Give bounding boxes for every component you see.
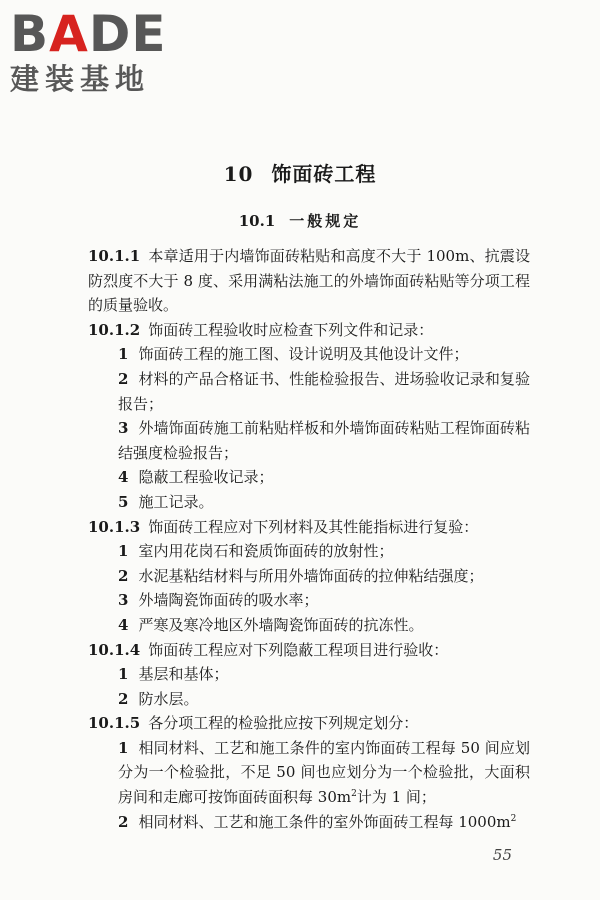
item-text: 施工记录。 xyxy=(138,492,214,511)
document-body xyxy=(88,244,530,834)
item-text-end: 计为 1 间； xyxy=(356,788,436,807)
clause-number: 10.1.3 xyxy=(88,517,141,536)
logo-wordmark xyxy=(10,5,185,63)
clause-10-1-3 xyxy=(88,515,530,540)
clause-text: 本章适用于内墙饰面砖粘贴和高度不大于 100m、抗震设防烈度不大于 8 度、采用满粘法施工的外墙饰面砖粘贴等分项工程的质量验收。 xyxy=(88,247,530,315)
item-number: 1 xyxy=(118,542,129,561)
clause-10-1-2 xyxy=(88,318,530,343)
list-item xyxy=(88,465,530,490)
item-number: 1 xyxy=(118,665,129,684)
item-text: 外墙陶瓷饰面砖的吸水率； xyxy=(138,591,319,610)
list-item xyxy=(88,490,530,515)
logo-letter-a: A xyxy=(49,5,89,63)
clause-10-1-4 xyxy=(88,638,530,663)
clause-number: 10.1.4 xyxy=(88,640,141,659)
clause-text: 饰面砖工程应对下列隐蔽工程项目进行验收： xyxy=(148,640,449,659)
item-number: 1 xyxy=(118,738,129,757)
item-text: 材料的产品合格证书、性能检验报告、进场验收记录和复验报告； xyxy=(118,369,530,413)
clause-text: 各分项工程的检验批应按下列规定划分： xyxy=(148,714,419,733)
item-number: 5 xyxy=(118,492,129,511)
list-item xyxy=(88,662,530,687)
chapter-title xyxy=(0,158,600,187)
section-title xyxy=(0,210,600,231)
item-number: 1 xyxy=(118,345,129,364)
section-number: 10.1 xyxy=(238,212,276,230)
logo-subtitle: 建装基地 xyxy=(10,62,151,96)
clause-number: 10.1.1 xyxy=(88,247,141,265)
item-number: 2 xyxy=(118,369,129,388)
list-item xyxy=(88,687,530,712)
item-text: 防水层。 xyxy=(138,689,199,708)
clause-10-1-1 xyxy=(88,244,530,318)
superscript: 2 xyxy=(351,789,357,800)
item-text: 水泥基粘结材料与所用外墙饰面砖的拉伸粘结强度； xyxy=(138,566,484,585)
bade-logo xyxy=(10,5,185,98)
list-item xyxy=(88,539,530,564)
item-text: 相同材料、工艺和施工条件的室外饰面砖工程每 1000m xyxy=(138,812,511,831)
list-item xyxy=(88,588,530,613)
list-item xyxy=(88,342,530,367)
item-text: 基层和基体； xyxy=(138,665,229,684)
page-number: 55 xyxy=(492,846,512,864)
item-text: 饰面砖工程的施工图、设计说明及其他设计文件； xyxy=(138,345,469,364)
list-item xyxy=(88,564,530,589)
item-text: 相同材料、工艺和施工条件的室内饰面砖工程每 50 间应划分为一个检验批，不足 50 间也应划分为一个检验批，大面积房间和走廊可按饰面砖面积每 30m xyxy=(118,738,530,807)
item-number: 2 xyxy=(118,689,129,708)
clause-number: 10.1.2 xyxy=(88,320,141,339)
chapter-name: 饰面砖工程 xyxy=(271,162,377,186)
item-text: 严寒及寒冷地区外墙陶瓷饰面砖的抗冻性。 xyxy=(138,615,424,634)
item-text: 隐蔽工程验收记录； xyxy=(138,468,274,487)
logo-letters-de: DE xyxy=(88,5,167,63)
item-number: 4 xyxy=(118,468,129,487)
clause-text: 饰面砖工程验收时应检查下列文件和记录： xyxy=(148,320,434,339)
item-number: 2 xyxy=(118,566,129,585)
item-number: 3 xyxy=(118,419,129,438)
clause-10-1-5 xyxy=(88,711,530,736)
list-item xyxy=(88,613,530,638)
list-item xyxy=(88,416,530,465)
item-text: 外墙饰面砖施工前粘贴样板和外墙饰面砖粘贴工程饰面砖粘结强度检验报告； xyxy=(118,419,530,462)
chapter-number: 10 xyxy=(223,162,254,186)
item-number: 4 xyxy=(118,615,129,634)
section-name: 一般规定 xyxy=(289,212,362,230)
list-item xyxy=(88,810,530,835)
superscript: 2 xyxy=(510,813,517,824)
item-number: 2 xyxy=(118,812,129,831)
list-item xyxy=(88,367,530,416)
logo-letter-b: B xyxy=(10,5,50,63)
list-item xyxy=(88,736,530,810)
clause-text: 饰面砖工程应对下列材料及其性能指标进行复验： xyxy=(148,517,479,536)
clause-number: 10.1.5 xyxy=(88,714,141,733)
item-number: 3 xyxy=(118,591,129,610)
item-text: 室内用花岗石和瓷质饰面砖的放射性； xyxy=(138,542,394,561)
